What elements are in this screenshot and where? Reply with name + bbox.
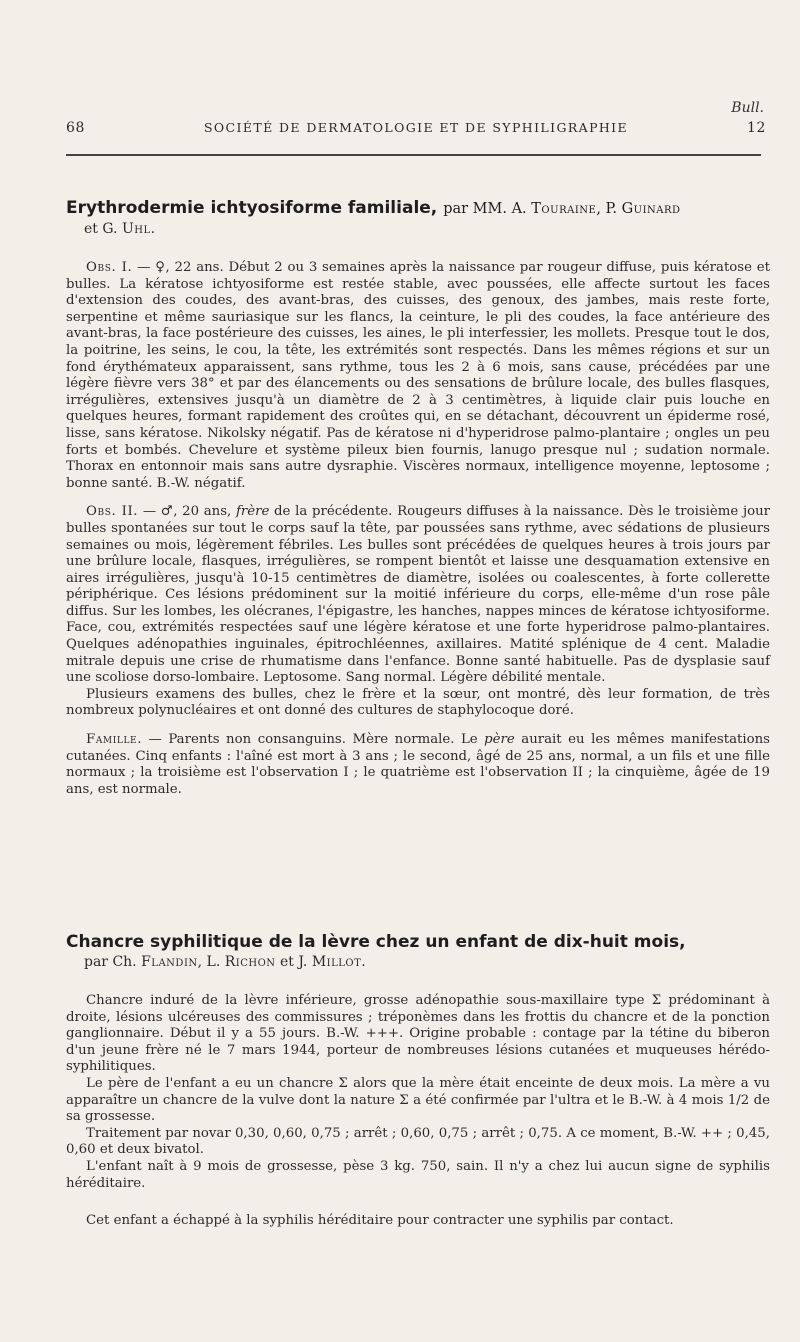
- article-chancre: [66, 932, 770, 1230]
- article-erythrodermie: [66, 198, 770, 798]
- observation-1: Obs. I. — ♀, 22 ans. Début 2 ou 3 semaines après la naissance par rougeur diffuse, puis kératose et bulles. La kératose ichtyosiforme est restée stable, avec poussées, elle affecte surtout les faces d'extension des coudes, des avant-bras, des cuisses, des genoux, des jambes, mais reste forte, serpentine et même sauriasique sur les flancs, la ceinture, le pli des coudes, la face antérieure des avant-bras, la face postérieure des cuisses, les aines, le pli interfessier, les mollets. Presque tout le dos, la poitrine, les seins, le cou, la tête, les extrémités sont respectés. Dans les mêmes régions et sur un fond érythémateux apparaissent, sans rythme, tous les 2 à 6 mois, sans cause, précédées par une légère fièvre vers 38° et par des élancements ou des sensations de brûlure locale, des bulles flasques, irrégulières, extensives jusqu'à un diamètre de 2 à 3 centimètres, à liquide clair puis louche en quelques heures, formant rapidement des croûtes qui, en se détachant, découvrent un épiderme rosé, lisse, sans kératose. Nikolsky négatif. Pas de kératose ni d'hyperidrose palmo-plantaire ; ongles un peu forts et bombés. Chevelure et système pileux bien fournis, lanugo presque nul ; sudation normale. Thorax en entonnoir mais sans autre dysraphie. Viscères normaux, intelligence moyenne, leptosome ; bonne santé. B.-W. négatif.: [66, 260, 770, 491]
- page-number: 68: [66, 120, 86, 136]
- author-millot: Millot: [311, 954, 362, 970]
- author-touraine: Touraine: [531, 201, 597, 217]
- obs1-label: Obs. I.: [86, 260, 133, 275]
- authors-prefix: par MM. A.: [443, 201, 527, 217]
- header-rule: [66, 154, 761, 156]
- article2-title: Chancre syphilitique de la lèvre chez un enfant de dix-huit mois,: [66, 932, 686, 952]
- chancre-conclusion: Cet enfant a échappé à la syphilis héréditaire pour contracter une syphilis par contact.: [86, 1213, 674, 1229]
- running-head: [66, 120, 766, 136]
- bulletin-mark: Bull.: [731, 100, 764, 116]
- volume-number: 12: [746, 120, 766, 136]
- article2-byline: par Ch. Flandin, L. Richon et J. Millot.: [84, 954, 366, 970]
- author-flandin: Flandin: [141, 954, 198, 970]
- observation-2-continued: Plusieurs examens des bulles, chez le frère et la sœur, ont montré, dès leur formation, de très nombreux polynucléaires et ont donné des cultures de staphylocoque doré.: [66, 686, 770, 719]
- journal-title: SOCIÉTÉ DE DERMATOLOGIE ET DE SYPHILIGRAPHIE: [203, 120, 629, 135]
- chancre-paragraph-1: Chancre induré de la lèvre inférieure, grosse adénopathie sous-maxillaire type Σ prédominant à droite, lésions ulcéreuses des commissures ; tréponèmes dans les frottis du chancre et de la ponction ganglionnaire. Début il y a 55 jours. B.-W. +++. Origine probable : contage par la tétine du biberon d'un jeune frère né le 7 mars 1944, porteur de nombreuses lésions cutanées et muqueuses hérédo-syphilitiques.: [66, 993, 770, 1075]
- author-richon: Richon: [224, 954, 276, 970]
- observation-2: Obs. II. — ♂, 20 ans, frère de la précédente. Rougeurs diffuses à la naissance. Dès le troisième jour bulles spontanées sur tout le corps sauf la tête, par poussées sans rythme, avec sédations de plusieurs semaines ou mois, légèrement fébriles. Les bulles sont précédées de quelques heures à trois jours par une brûlure locale, flasques, irrégulières, se rompent bientôt et laisse une desquamation extensive en aires irrégulières, jusqu'à 10-15 centimètres de diamètre, isolées ou coalescentes, à forte collerette périphérique. Ces lésions prédominent sur la moitié inférieure du corps, elle-même d'un rose pâle diffus. Sur les lombes, les olécranes, l'épigastre, les hanches, nappes minces de kératose ichtyosiforme. Face, cou, extrémités respectées sauf une légère kératose et une forte hyperidrose palmo-plantaires. Quelques adénopathies inguinales, épitrochléennes, axillaires. Matité splénique de 4 cent. Maladie mitrale depuis une crise de rhumatisme dans l'enfance. Bonne santé habituelle. Pas de dysplasie sauf une scoliose dorso-lombaire. Leptosome. Sang normal. Légère débilité mentale.: [66, 504, 771, 686]
- chancre-paragraph-3: Traitement par novar 0,30, 0,60, 0,75 ; arrêt ; 0,60, 0,75 ; arrêt ; 0,75. A ce moment, B.-W. ++ ; 0,45, 0,60 et deux bivatol.: [66, 1125, 770, 1158]
- author-guinard: Guinard: [621, 201, 681, 217]
- chancre-paragraph-2: Le père de l'enfant a eu un chancre Σ alors que la mère était enceinte de deux mois. La mère a vu apparaître un chancre de la vulve dont la nature Σ a été confirmée par l'ultra et le B.-W. à 4 mois 1/2 de sa grossesse.: [66, 1075, 770, 1125]
- chancre-paragraph-4: L'enfant naît à 9 mois de grossesse, pèse 3 kg. 750, sain. Il n'y a chez lui aucun signe de syphilis héréditaire.: [66, 1158, 770, 1191]
- obs2-label: Obs. II.: [86, 504, 139, 520]
- article1-title: Erythrodermie ichtyosiforme familiale, par MM. A. Touraine, P. Guinard: [66, 198, 681, 218]
- famille-label: Famille.: [86, 732, 143, 748]
- author-uhl: Uhl: [121, 221, 151, 237]
- famille-paragraph: Famille. — Parents non consanguins. Mère normale. Le père aurait eu les mêmes manifestations cutanées. Cinq enfants : l'aîné est mort à 3 ans ; le second, âgé de 25 ans, normal, a un fils et une fille normaux ; la troisième est l'observation I ; le quatrième est l'observation II ; la cinquième, âgée de 19 ans, est normale.: [66, 732, 771, 797]
- article1-byline: et G. Uhl.: [84, 221, 156, 237]
